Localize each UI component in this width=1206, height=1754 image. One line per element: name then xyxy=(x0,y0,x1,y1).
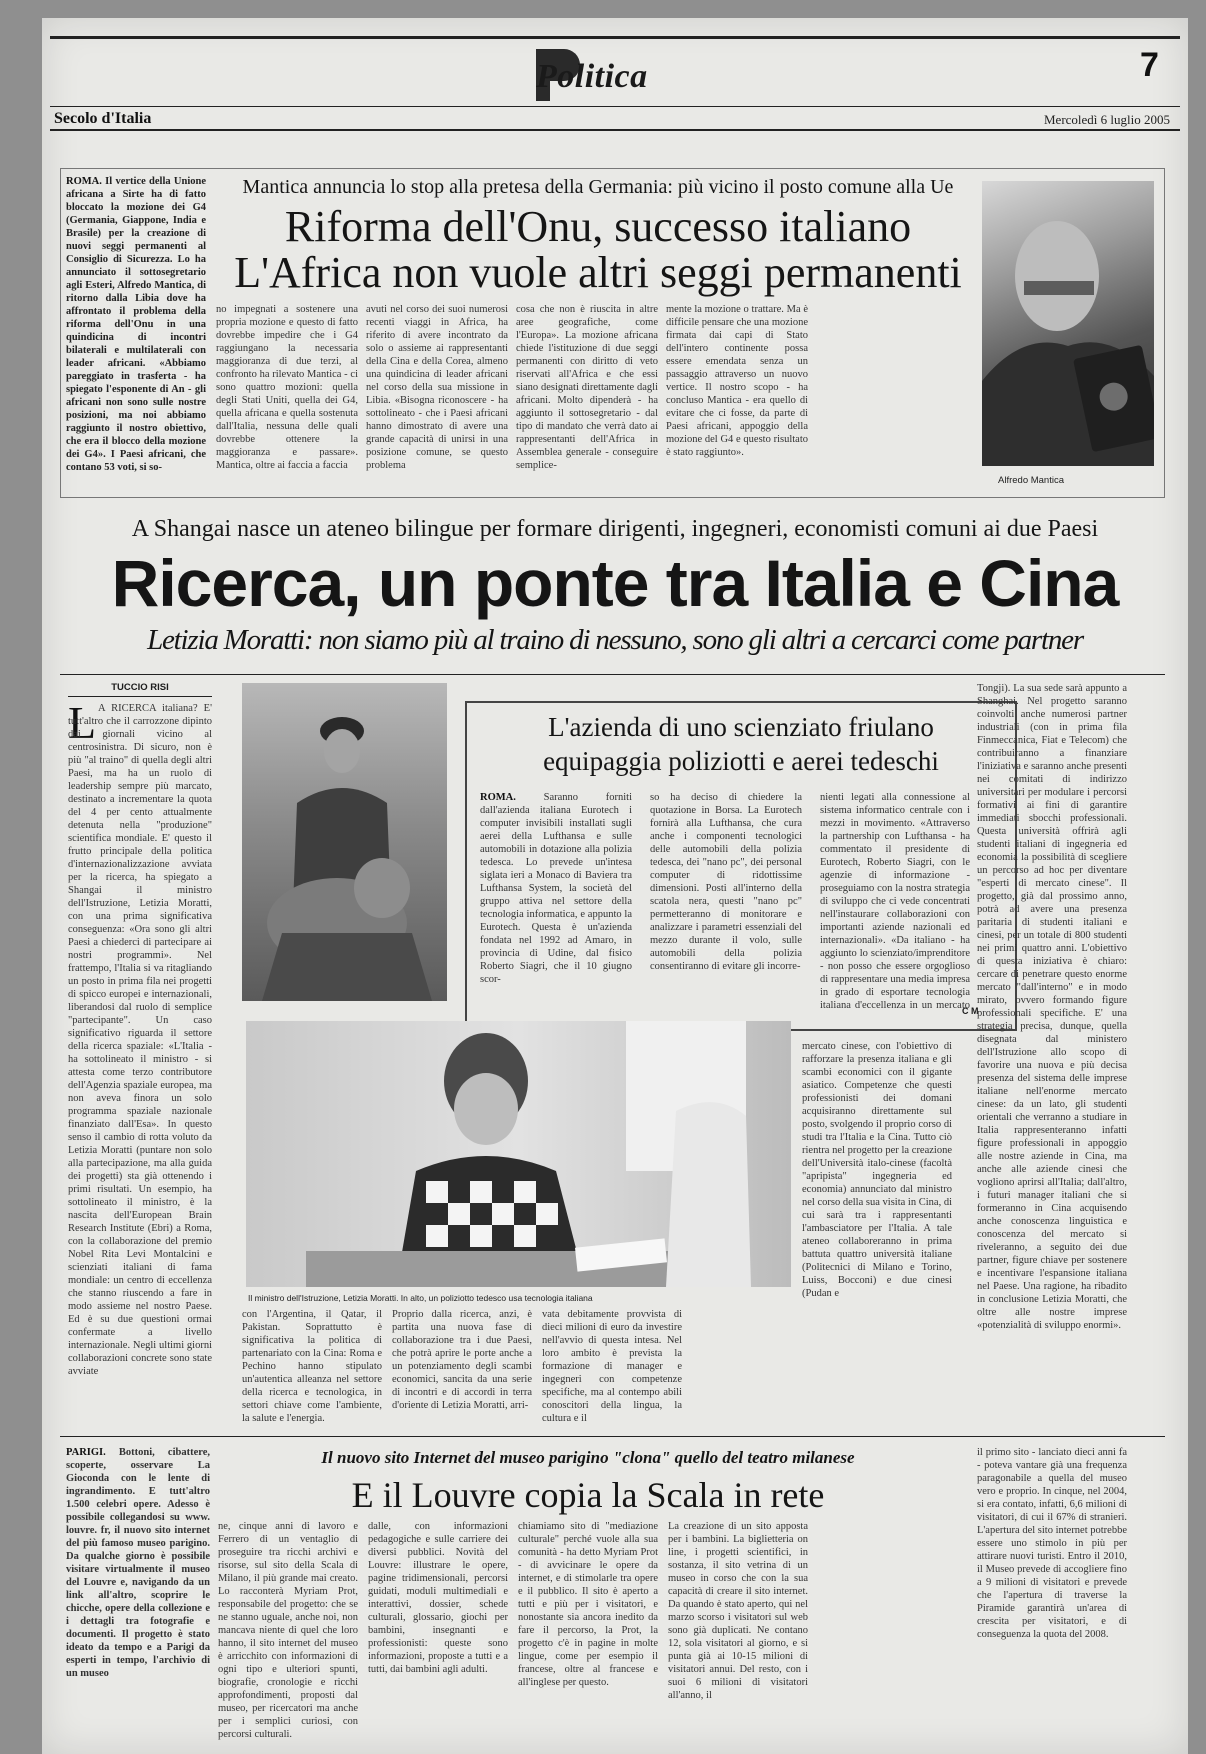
ricerca-column-1: A RICERCA italiana? E' tutt'altro che il carrozzone dipinto dai giornali vicino al centrosinistra. Di sicuro, non è più "al traino" di quella degli altri Paesi, ma ha un ruolo di leadership sempre più marcato, destinato a incrementare la quota del 4 per cento attualmente detenuta nella "produzione" scientifica mondiale. E' questo il frutto principale della politica d'internazionalizzazione avviata per la ricerca, ha spiegato a Shangai il ministro dell'Istruzione, Letizia Moratti, con una prima significativa conseguenza: «Ora sono gli altri Paesi a chiederci di partecipare ai nostri programmi». Nel frattempo, l'Italia si va ritagliando un posto in prima fila nei progetti di spicco europei e internazionali, liberandosi dal ruolo di semplice "partecipante". Un caso significativo riguarda il settore della ricerca spaziale: «L'Italia - ha sottolineato il ministro - si attesta come terzo contributore dell'Agenzia spaziale europea, ma non aveva finora un solo programma spaziale nazionale finanziato dall'Esa». In questo senso il cambio di rotta voluto da Letizia Moratti (puntare non solo alla partecipazione, ma alla guida dei progetti) sta già ottenendo i primi risultati. Un esempio, ha sottolineato il ministro, è la nascita dell'European Brain Research Institute (Ebri) a Roma, con la collaborazione del premio Nobel Rita Levi Montalcini e scienziati italiani di fama mondiale: un centro di eccellenza che stanno riuscendo a fare in modo assieme nel nostro Paese. Ed è su due questioni ormai confermate a livello internazionale. Negli ultimi giorni collaborazioni concrete sono state avviate xyxy=(68,703,212,1377)
masthead-rule-bottom xyxy=(50,129,1180,131)
box-title-line2: equipaggia poliziotti e aerei tedeschi xyxy=(543,746,939,776)
onu-column-4: cosa che non è riuscita in altre aree geografiche, come l'Europa». La mozione africana chiede l'istituzione di due seggi permanenti con diritto di veto riservati all'Africa e che essi siano designati direttamente dagli africani. Molto dipenderà - ha aggiunto il sottosegretario - dal tipo di mandato che verrà dato ai rappresentanti dell'Africa in Assemblea generale - conseguire semplice- xyxy=(516,304,658,471)
louvre-dateline: PARIGI. xyxy=(66,1447,106,1458)
onu-title-line1: Riforma dell'Onu, successo italiano xyxy=(284,202,912,251)
moratti-caption: Il ministro dell'Istruzione, Letizia Moratti. In alto, un poliziotto tedesco usa tecnologia italiana xyxy=(248,1293,593,1303)
masthead-rule-top xyxy=(50,106,1180,107)
onu-dateline: ROMA. xyxy=(66,176,102,187)
box-column-1 xyxy=(480,791,632,1023)
onu-column-3: avuti nel corso dei suoi numerosi recenti viaggi in Africa, ha riferito di avere incontrato da solo o assieme ai rappresentanti della Cina e della Corea, almeno una quindicina di leader africani nel corso della sua missione in Libia. «Bisogna riconoscere - ha sottolineato - che i Paesi africani hanno dimostrato di avere una grande capacità di unirsi in una posizione comune, se questo problema xyxy=(366,304,508,471)
ricerca-column-2: con l'Argentina, il Qatar, il Pakistan. Soprattutto è significativa la politica di partenariato con la Cina: Roma e Pechino hanno stipulato un'autentica alleanza nel settore della ricerca e tecnologica, in settori chiave come l'ambiente, la salute e l'energia. xyxy=(242,1309,382,1424)
ricerca-column-6: Tongji). La sua sede sarà appunto a Shanghai. Nel progetto saranno coinvolti anche numerosi partner industriali (con in prima fila Finmeccanica, Fiat e Telecom) che contribuiranno a finanziare l'iniziativa e saranno anche presenti nei comitati di indirizzo universitari per modulare i percorsi formativi ai fini di garantire immediati sbocchi professionali. Questa università offrirà agli studenti italiani di ingegneria ed economia la possibilità di scegliere un percorso ad hoc per diventare "esperti di mercato cinese". Il progetto, già dal prossimo anno, potrà ad avere una presenza paritaria di studenti italiani e cinesi, per un totale di 800 studenti nei primi quattro anni. L'obiettivo di questa iniziativa è chiaro: cercare di penetrare questo enorme mercato "dall'interno" e in modo mirato, ovvero formando figure professionali specifiche. E' una strategia precisa, dunque, quella disegnata dal ministero dell'Istruzione allo scopo di favorire una nuova e più decisa presenza del sistema delle imprese italiane nell'enorme mercato cinese: da un lato, gli studenti orientali che verranno a studiare in Italia rappresenteranno infatti figure professionali in appoggio alle nostre aziende in Cina, ma anche alle aziende cinesi che vogliono aprirsi all'Italia; dall'altro, i futuri manager italiani che si formeranno in Cina acquisendo anche conoscenza linguistica e conoscenza del mercato si riveleranno, a seguito dei due partner, figure chiave per sostenere e incentivare l'espansione italiana nel Paese. Una ragione, ha ribadito in conclusione Letizia Moratti, che oltre alle nostre imprese «potenzialità di sviluppo enormi». xyxy=(977,683,1127,1331)
police-illustration xyxy=(242,683,447,1001)
section-title: Politica xyxy=(536,58,648,95)
moratti-photo xyxy=(246,1021,791,1287)
louvre-column-6: il primo sito - lanciato dieci anni fa - poteva vantare già una frequenza paragonabile a quella del museo vero e proprio. In cinque, nel 2004, si era contato, infatti, 6,6 milioni di visitatori, di cui il 67% di stranieri. L'apertura del sito internet potrebbe essere uno stimolo in più per attirare nuovi turisti. Entro il 2010, il Museo prevede di accogliere fino a 9 milioni di visitatori e prevede che l'apertura di traverse la Piramide garantirà un'area di crescita per visitatori, e di conseguenza la quota del 2008. xyxy=(977,1447,1127,1640)
louvre-column-4: chiamiamo sito di "mediazione culturale" perché vuole alla sua comunità - ha detto Myriam Prot - di avvicinare le opere da internet, e di stimolarle tra opere e il pubblico. Il sito è aperto a tutti e più per i visitatori, e nonostante sia ancora inedito da fare il percorso, la Prot, la progetto c'è in pagine in molte lingue, come per esempio il francese, oltre al francese e all'inglese per questo. xyxy=(518,1521,658,1688)
box-column-2: so ha deciso di chiedere la quotazione in Borsa. La Eurotech fornirà alla Lufthansa, che cura anche i componenti tecnologici delle automobili della polizia tedesca, dei "nano pc", dei personal computer di ridottissime dimensioni. Posti all'interno della scatola nera, questi "nano pc" permetteranno di monitorare e analizzare i parametri essenziali del mezzo durante il volo, sulle automobili della polizia consentiranno di evitare gli incorre- xyxy=(650,792,802,972)
police-photo xyxy=(242,683,447,1001)
louvre-column-5: La creazione di un sito apposta per i bambini. La biglietteria on line, i progetti scientifici, in sostanza, il sito vetrina di un museo in corso che con la sua capacità di creare il sito internet. Da quando è stato aperto, qui nel marzo scorso i visitatori sul web sono già duplicati. Ne contano 12, sola visitatori al giorno, e si punta già ai 10-15 milioni di visitatori annui. Del resto, con i suoi 6 milioni di visitatori all'anno, il xyxy=(668,1521,808,1701)
page-number: 7 xyxy=(1140,46,1159,84)
moratti-illustration xyxy=(246,1021,791,1287)
ricerca-column-3: Proprio dalla ricerca, anzi, è partita una nuova fase di collaborazione tra i due Paesi, che potrà aprire le porte anche a un potenziamento degli scambi economici, sancita da una serie di incontri e di accordi in terra d'oriente di Letizia Moratti, arri- xyxy=(392,1309,532,1411)
louvre-title: E il Louvre copia la Scala in rete xyxy=(351,1475,825,1515)
ricerca-kicker: A Shangai nasce un ateneo bilingue per formare dirigenti, ingegneri, economisti comuni ai due Paesi xyxy=(131,516,1099,542)
paper-name: Secolo d'Italia xyxy=(54,110,152,127)
ricerca-column-5: mercato cinese, con l'obiettivo di rafforzare la presenza italiana e gli scambi economici con il gigante asiatico. Competenze che questi professionisti dei domani acquisiranno direttamente sul posto, svolgendo il proprio corso di studi tra l'Italia e la Cina. Tutto ciò rientra nel progetto per la creazione dell'Università italo-cinese (facoltà "apripista" ingegneria ed economia) annunciato dal ministro nel corso della sua visita in Cina, di cui sarà tra i rappresentanti l'ambasciatore per l'Italia. A tale ateneo collaboreranno in prima battuta quattro università italiane (Politecnici di Milano e Torino, Luiss, Bocconi) e due cinesi (Pudan e xyxy=(802,1041,952,1299)
ricerca-rule xyxy=(60,674,1165,675)
mantica-caption: Alfredo Mantica xyxy=(998,475,1065,486)
onu-title-line2: L'Africa non vuole altri seggi permanenti xyxy=(234,248,962,297)
louvre-column-1-text: Bottoni, cibattere, scoperte, osservare La Gioconda con le lente di ingrandimento. E tutt'altro 1.500 celebri opere. Adesso è possibile collegandosi su www. louvre. fr, il nuovo sito internet del più famoso museo parigino. Da qualche giorno è possibile visitare virtualmente il museo del Louvre e, navigando da un link all'altro, scoprire le chicche, opere della collezione e i dettagli tra fotografie e documenti. Il progetto è stato ideato da tempo e a Parigi da esperti in tempo, l'archivio di un museo xyxy=(66,1447,210,1679)
onu-lead-column xyxy=(66,175,206,493)
ricerca-byline: TUCCIO RISI xyxy=(111,682,169,693)
mantica-portrait-illustration xyxy=(982,181,1154,466)
onu-kicker: Mantica annuncia lo stop alla pretesa della Germania: più vicino il posto comune alla Ue xyxy=(242,176,954,198)
ricerca-title: Ricerca, un ponte tra Italia e Cina xyxy=(111,546,1119,620)
louvre-column-3: dalle, con informazioni pedagogiche e sulle carriere dei diversi pubblici. Novità del Louvre: illustrare le opere, pagine tridimensionali, percorsi guidati, moduli multimediali e interattivi, dossier, schede culturali, glossario, giochi per bambini, insegnanti e professionisti: queste sono informazioni, proposte a tutti e a tutti, dai bambini agli adulti. xyxy=(368,1521,508,1675)
mantica-photo xyxy=(982,181,1154,466)
louvre-kicker: Il nuovo sito Internet del museo parigino "clona" quello del teatro milanese xyxy=(321,1448,855,1467)
louvre-rule xyxy=(60,1436,1165,1437)
louvre-column-1 xyxy=(66,1446,210,1746)
ricerca-dropcap: L xyxy=(68,697,97,748)
ricerca-column-4: vata debitamente provvista di dieci milioni di euro da investire nell'avvio di questa intesa. Nel loro ambito è prevista la formazione di manager e ingegneri con competenze specifiche, ma al contempo abili conoscitori della lingua, la cultura e il xyxy=(542,1309,682,1424)
onu-column-5: mente la mozione o trattare. Ma è difficile pensare che una mozione firmata dai capi di Stato dell'intero continente possa essere emendata senza un passaggio attraverso un nuovo vertice. Il nostro scopo - ha concluso Mantica - era quello di evitare che ci fosse, da parte di Paesi africani, appoggio della mozione del G4 e questo risultato è stato raggiunto». xyxy=(666,304,808,458)
box-signature: C M xyxy=(962,1006,979,1016)
ricerca-subtitle: Letizia Moratti: non siamo più al traino di nessuno, sono gli altri a cercarci come partner xyxy=(147,624,1083,656)
box-dateline: ROMA. xyxy=(480,792,516,803)
box-column-3: nienti legati alla connessione al sistema informatico centrale con i mezzi in movimento. «Attraverso la partnership con Lufthansa - ha commentato il presidente di Eurotech, Roberto Siagri, con le agenzie di informazione - proseguiamo con la nostra strategia di sviluppo che ci vede concentrati nell'instaurare collaborazioni con importanti aziende nazionali ed internazionali». «Da italiano - ha aggiunto lo scienziato/imprenditore - non posso che essere orgoglioso di rappresentare una media impresa in grado di esportare tecnologia italiana d'eccellenza in un mercato xyxy=(820,792,970,1011)
box-title-line1: L'azienda di uno scienziato friulano xyxy=(548,712,934,742)
onu-column-2: no impegnati a sostenere una propria mozione e questo di fatto dovrebbe impedire che i G4 raggiungano la necessaria maggioranza di due terzi, al confronto ha rilevato Mantica - ci sono quattro mozioni: quella degli Stati Uniti, quella dei G4, quella africana e quella sostenuta dall'Italia, nessuna delle quali dovrebbe ottenere la maggioranza e passare». Mantica, oltre ai faccia a faccia xyxy=(216,304,358,471)
onu-lead-text: Il vertice della Unione africana a Sirte ha di fatto bloccato la mozione dei G4 (Germania, Giappone, India e Brasile) per la creazione di nuovi seggi permanenti al Consiglio di Sicurezza. Lo ha annunciato il sottosegretario agli Esteri, Alfredo Mantica, di ritorno dalla Libia dove ha affrontato il problema della riforma dell'Onu in una quindicina di incontri bilaterali e multilaterali con leader africani. «Abbiamo pareggiato in trasferta - ha spiegato l'esponente di An - gli africani non sono sulle nostre posizioni, ma noi abbiamo raggiunto il nostro obiettivo, che era il blocco della mozione dei G4». I Paesi africani, che contano 53 voti, si so- xyxy=(66,176,206,473)
louvre-column-2: ne, cinque anni di lavoro e Ferrero di un ventaglio di proseguire tra ricchi archivi e risorse, sul sito della Scala di Milano, il più grande mai creato. Lo racconterà Myriam Prot, responsabile del progetto: che se ne stanno uguale, anche noi, non mancava niente di quel che loro hanno, il sito internet del museo è arricchito con informazioni di ogni tipo e ulteriori spunti, biografie, cronologie e ricchi approfondimenti, proposti dal museo, per ricercatori ma anche per i semplici curiosi, con percorsi culturali. xyxy=(218,1521,358,1740)
newspaper-page xyxy=(42,18,1188,1754)
issue-date: Mercoledì 6 luglio 2005 xyxy=(1043,112,1170,127)
top-rule xyxy=(50,36,1180,39)
box-column-1-text: Saranno forniti dall'azienda italiana Eurotech i computer invisibili installati sugli aerei della Lufthansa e sulle automobili in dotazione alla polizia tedesca. Lo prevede un'intesa siglata ieri a Monaco di Baviera tra Lufthansa System, la società del gruppo attiva nel settore della tecnologia informatica, e appunto la Eurotech. Questa è un'azienda fondata nel 1992 ad Amaro, in provincia di Udine, dal fisico Roberto Siagri, che il 10 giugno scor- xyxy=(480,792,632,985)
